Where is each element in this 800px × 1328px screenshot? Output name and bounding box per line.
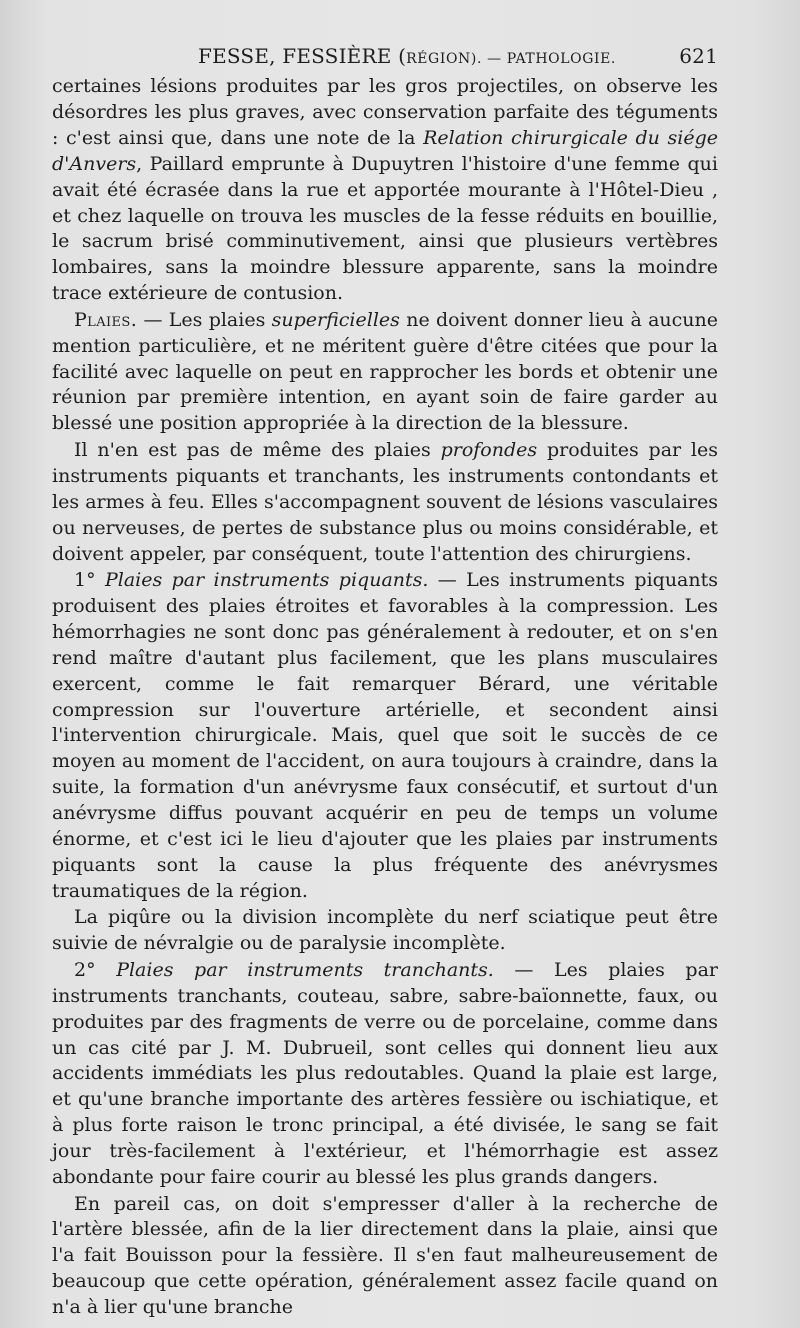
paragraph-tranchants bbox=[52, 958, 718, 1191]
paragraph-text: — Les instruments piquants produisent des plaies étroites et favorables à la compression. Les hémorrhagies ne sont donc pas généralement à redouter, et on s'en rend maître d'autant plus facilement, que les plans musculaires exercent, comme le fait remarquer Bérard, une véritable compression sur l'ouverture artérielle, et secondent ainsi l'intervention chirurgicale. Mais, quel que soit le succès de ce moyen au moment de l'accident, on aura toujours à craindre, dans la suite, la formation d'un anévrysme faux consécutif, et surtout d'un anévrysme diffus pouvant acquérir en peu de temps un volume énorme, et c'est ici le lieu d'ajouter que les plaies par instruments piquants sont la cause la plus fréquente des anévrysmes traumatiques de la région. bbox=[52, 569, 719, 902]
paragraph-plaies bbox=[52, 308, 718, 438]
paragraph-text: La piqûre ou la division incomplète du nerf sciatique peut être suivie de névralgie ou de paralysie incomplète. bbox=[52, 906, 718, 955]
running-header bbox=[180, 44, 718, 74]
header-title-tail: ). — PATHOLOGIE. bbox=[470, 51, 616, 67]
header-title-main: FESSE, FESSIÈRE ( bbox=[198, 44, 407, 68]
page-number: 621 bbox=[679, 44, 718, 68]
paragraph-text: produites par les instruments piquants et tranchants, les instruments contondants et les armes à feu. Elles s'accompagnent souvent de lésions vasculaires ou nerveuses, de pertes de substance plus ou moins considérable, et doivent appeler, par conséquent, toute l'attention des chirurgiens. bbox=[52, 438, 718, 565]
paragraph-profondes bbox=[52, 438, 718, 568]
subsection-number: 1° bbox=[74, 569, 96, 591]
paragraph-emphasis: profondes bbox=[440, 438, 538, 461]
subsection-number: 2° bbox=[74, 958, 96, 981]
paragraph-emphasis: Relation chirurgicale du siége d'Anvers bbox=[52, 126, 718, 175]
paragraph-text: En pareil cas, on doit s'empresser d'aller à la recherche de l'artère blessée, afin de la lier directement dans la plaie, ainsi que l'a fait Bouisson pour la fessière. Il s'en faut malheureusement de beaucoup que cette opération, généralement assez facile quand on n'a à lier qu'une branche bbox=[52, 1192, 718, 1319]
paragraph-emphasis: superficielles bbox=[271, 308, 400, 331]
header-title bbox=[198, 44, 616, 68]
subsection-heading: Plaies par instruments piquants. bbox=[104, 569, 429, 591]
body-text bbox=[52, 74, 718, 1321]
paragraph-text: certaines lésions produites par les gros projectiles, on observe les désordres les plus graves, avec conservation parfaite des téguments : c'est ainsi que, dans une note de la bbox=[52, 75, 718, 149]
subsection-heading: Plaies par instruments tranchants. bbox=[116, 958, 494, 981]
paragraph-sciatique bbox=[52, 905, 718, 957]
paragraph-text: — Les plaies bbox=[137, 308, 272, 331]
header-title-region: RÉGION bbox=[406, 51, 471, 67]
paragraph-pareil-cas bbox=[52, 1192, 718, 1322]
paragraph-continuation bbox=[52, 74, 718, 307]
paragraph-text: — Les plaies par instruments tranchants, couteau, sabre, sabre-baïonnette, faux, ou produites par des fragments de verre ou de porcelaine, comme dans un cas cité par J. M. Dubrueil, sont celles qui donnent lieu aux accidents immédiats les plus redoutables. Quand la plaie est large, et qu'une branche importante des artères fessière ou ischiatique, et à plus forte raison le tronc principal, a été divisée, le sang se fait jour très-facilement à l'extérieur, et l'hémorrhagie est assez abondante pour faire courir au blessé les plus grands dangers. bbox=[52, 958, 718, 1189]
paragraph-text: Il n'en est pas de même des plaies bbox=[74, 438, 441, 461]
paragraph-text: ne doivent donner lieu à aucune mention particulière, et ne méritent guère d'être citées que pour la facilité avec laquelle on peut en rapprocher les bords et obtenir une réunion par première intention, en ayant soin de faire garder au blessé une position appropriée à la direction de la blessure. bbox=[52, 308, 718, 435]
paragraph-text: , Paillard emprunte à Dupuytren l'histoire d'une femme qui avait été écrasée dans la rue et apportée mourante à l'Hôtel-Dieu , et chez laquelle on trouva les muscles de la fesse réduits en bouillie, le sacrum brisé comminutivement, ainsi que plusieurs vertèbres lombaires, sans la moindre blessure apparente, sans la moindre trace extérieure de contusion. bbox=[52, 152, 718, 305]
paragraph-piquants bbox=[52, 568, 718, 905]
section-label: Plaies. bbox=[74, 308, 138, 331]
